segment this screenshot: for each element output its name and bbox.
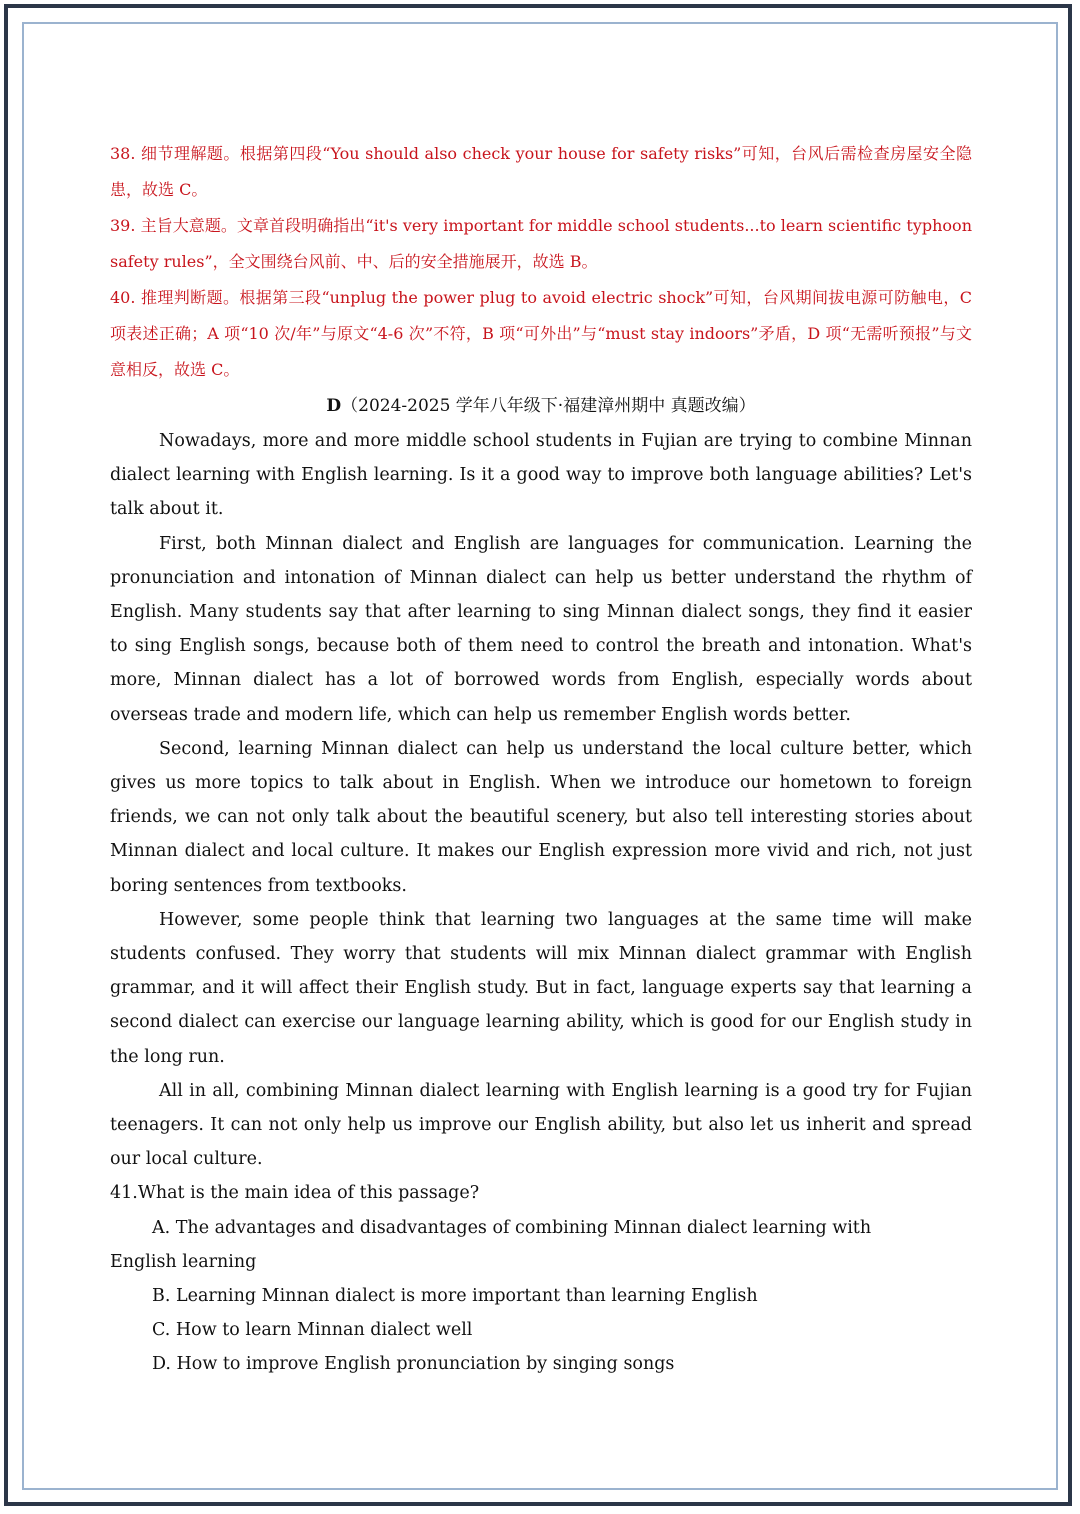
section-letter: D: [326, 396, 342, 416]
section-title: [110, 388, 972, 424]
passage-paragraph-5: All in all, combining Minnan dialect learning with English learning is a good try for Fujian teenagers. It can not only help us improve our English ability, but also let us inherit and spread our local culture.: [110, 1080, 972, 1170]
answer-38: 38. 细节理解题。根据第四段“You should also check your house for safety risks”可知，台风后需检查房屋安全隐患，故选 C。: [110, 144, 972, 199]
passage-paragraph-2: First, both Minnan dialect and English are languages for communication. Learning the pronunciation and intonation of Minnan dialect can help us better understand the rhythm of English. Many students say that after learning to sing Minnan dialect songs, they find it easier to sing English songs, because both of them need to control the breath and intonation. What's more, Minnan dialect has a lot of borrowed words from English, especially words about overseas trade and modern life, which can help us remember English words better.: [110, 533, 972, 725]
reading-passage: [110, 424, 972, 1176]
option-c: C. How to learn Minnan dialect well: [152, 1320, 473, 1341]
option-b: B. Learning Minnan dialect is more important than learning English: [152, 1286, 758, 1307]
passage-paragraph-3: Second, learning Minnan dialect can help us understand the local culture better, which gives us more topics to talk about in English. When we introduce our hometown to foreign friends, we can not only talk about the beautiful scenery, but also tell interesting stories about Minnan dialect and local culture. It makes our English expression more vivid and rich, not just boring sentences from textbooks.: [110, 738, 972, 896]
answer-explanations: [110, 136, 972, 388]
question-stem: 41.What is the main idea of this passage?: [110, 1183, 480, 1204]
option-a-line-1: A. The advantages and disadvantages of combining Minnan dialect learning with: [152, 1217, 872, 1238]
passage-paragraph-4: However, some people think that learning two languages at the same time will make students confused. They worry that students will mix Minnan dialect grammar with English grammar, and it will affect their English study. But in fact, language experts say that learning a second dialect can exercise our language learning ability, which is good for our English study in the long run.: [110, 909, 972, 1067]
option-d: D. How to improve English pronunciation by singing songs: [152, 1354, 675, 1375]
answer-40: 40. 推理判断题。根据第三段“unplug the power plug to avoid electric shock”可知，台风期间拔电源可防触电，C 项表述正确；A 项“10 次/年”与原文“4-6 次”不符，B 项“可外出”与“must stay indoors”矛盾，D 项“无需听预报”与文意相反，故选 C。: [110, 288, 972, 379]
passage-paragraph-1: Nowadays, more and more middle school students in Fujian are trying to combine Minnan dialect learning with English learning. Is it a good way to improve both language abilities? Let's talk about it.: [110, 431, 972, 520]
question-41: [110, 1176, 972, 1381]
section-source: （2024-2025 学年八年级下·福建漳州期中 真题改编）: [341, 396, 756, 416]
answer-39: 39. 主旨大意题。文章首段明确指出“it's very important for middle school students...to learn scientific typhoon safety rules”，全文围绕台风前、中、后的安全措施展开，故选 B。: [110, 216, 972, 271]
page-content: [110, 136, 972, 1382]
option-a-line-2: English learning: [110, 1251, 257, 1272]
